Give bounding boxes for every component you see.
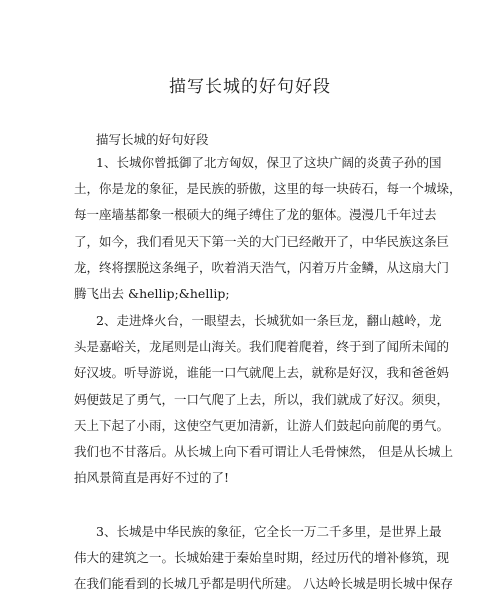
paragraph-line: 腾飞出去 &hellip;&hellip; (74, 285, 230, 301)
paragraph-line: 伟大的建筑之一。长城始建于秦始皇时期，经过历代的增补修筑，现 (74, 550, 450, 566)
paragraph-line: 了，如今，我们看见天下第一关的大门已经敞开了，中华民族这条巨 (74, 233, 450, 249)
paragraph-line: 1、长城你曾抵御了北方匈奴，保卫了这块广阔的炎黄子孙的国 (96, 155, 442, 170)
document-title: 描写长城的好句好段 (169, 77, 331, 97)
paragraph-line: 3、长城是中华民族的象征，它全长一万二千多里，是世界上最 (96, 524, 442, 539)
section-heading: 描写长城的好句好段 (96, 132, 209, 147)
paragraph-line: 我们也不甘落后。从长城上向下看可谓让人毛骨悚然， 但是从长城上 (74, 443, 453, 459)
paragraph-line: 在我们能看到的长城几乎都是明代所建。 八达岭长城是明长城中保存 (74, 576, 453, 592)
paragraph-line: 土，你是龙的象征，是民族的骄傲，这里的每一块砖石，每一个城垛， (74, 181, 462, 197)
paragraph-line: 2、走进烽火台，一眼望去，长城犹如一条巨龙，翻山越岭，龙 (96, 313, 442, 328)
paragraph-line: 龙，终将摆脱这条绳子，吹着消天浩气，闪着万片金鳞，从这扇大门 (74, 259, 450, 275)
paragraph-2 (74, 308, 453, 491)
paragraph-1 (74, 150, 462, 307)
paragraph-line: 每一座墙基都象一根硕大的绳子缚住了龙的躯体。漫漫几千年过去 (74, 207, 437, 223)
paragraph-line: 拍风景简直是再好不过的了! (74, 470, 230, 486)
paragraph-3 (74, 519, 453, 598)
paragraph-line: 妈便鼓足了勇气，一口气爬了上去，所以，我们就成了好汉。须臾， (74, 391, 450, 407)
paragraph-line: 好汉坡。听导游说，谁能一口气就爬上去，就称是好汉，我和爸爸妈 (74, 365, 450, 381)
paragraph-line: 天上下起了小雨，这使空气更加清新，让游人们鼓起向前爬的勇气。 (74, 417, 450, 433)
paragraph-line: 头是嘉峪关，龙尾则是山海关。我们爬着爬着，终于到了闻所未闻的 (74, 339, 450, 355)
